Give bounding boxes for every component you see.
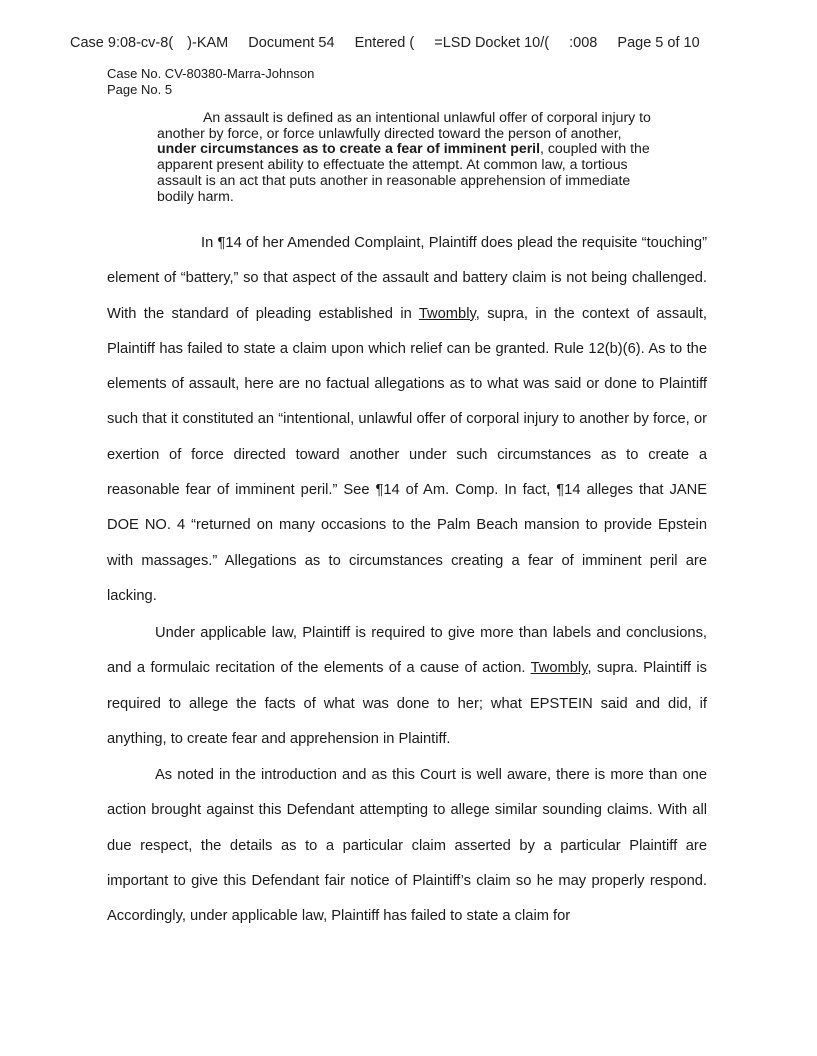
bold-emphasis: under circumstances as to create a fear of imminent peril xyxy=(157,140,541,157)
case-citation-twombly: Twombly xyxy=(530,660,588,677)
case-caption xyxy=(107,66,314,97)
block-quote xyxy=(157,110,662,204)
stamp-entered: Entered ( xyxy=(354,35,415,51)
stamp-document-number: Document 54 xyxy=(248,35,335,51)
stamp-docket: =LSD Docket 10/( xyxy=(434,35,550,51)
caption-page-no: Page No. 5 xyxy=(107,81,173,97)
stamp-year: :008 xyxy=(569,35,598,51)
court-filing-stamp xyxy=(70,35,700,51)
body-paragraph-3: As noted in the introduction and as this Court is well aware, there is more than one action brought against this Defendant attempting to allege similar sounding claims. With all due respect, the details as to a particular claim asserted by a particular Plaintiff are important to give this Defendant fair notice of Plaintiff’s claim so he may properly respond. Accordingly, under applicable law, Plaintiff has failed to state a claim for xyxy=(107,767,707,925)
stamp-case-number: Case 9:08-cv-8( )-KAM xyxy=(70,35,229,51)
block-quote-paragraph: An assault is defined as an intentional unlawful offer of corporal injury to another by force, or force unlawfully directed toward the person of another, under circumstances as to create a fear of imminent peril, coupled with the apparent present ability to effectuate the attempt. At common law, a tortious assault is an act that puts another in reasonable apprehension of immediate bodily harm. xyxy=(157,109,651,204)
caption-case-no: Case No. CV-80380-Marra-Johnson xyxy=(107,66,315,81)
stamp-page-count: Page 5 of 10 xyxy=(617,35,700,51)
body-paragraph-1: In ¶14 of her Amended Complaint, Plaintiff does plead the requisite “touching” element of “battery,” so that aspect of the assault and battery claim is not being challenged. With the standard of pleading established in Twombly, supra, in the context of assault, Plaintiff has failed to state a claim upon which relief can be granted. Rule 12(b)(6). As to the elements of assault, here are no factual allegations as to what was said or done to Plaintiff such that it constituted an “intentional, unlawful offer of corporal injury to another by force, or exertion of force directed toward another under such circumstances as to create a reasonable fear of imminent peril.” See ¶14 of Am. Comp. In fact, ¶14 alleges that JANE DOE NO. 4 “returned on many occasions to the Palm Beach mansion to provide Epstein with massages.” Allegations as to circumstances creating a fear of imminent peril are lacking. xyxy=(107,235,707,604)
body-paragraph-2: Under applicable law, Plaintiff is required to give more than labels and conclusions, and a formulaic recitation of the elements of a cause of action. Twombly, supra. Plaintiff is required to allege the facts of what was done to her; what EPSTEIN said and did, if anything, to create fear and apprehension in Plaintiff. xyxy=(107,625,707,747)
case-citation-twombly: Twombly xyxy=(418,305,476,322)
